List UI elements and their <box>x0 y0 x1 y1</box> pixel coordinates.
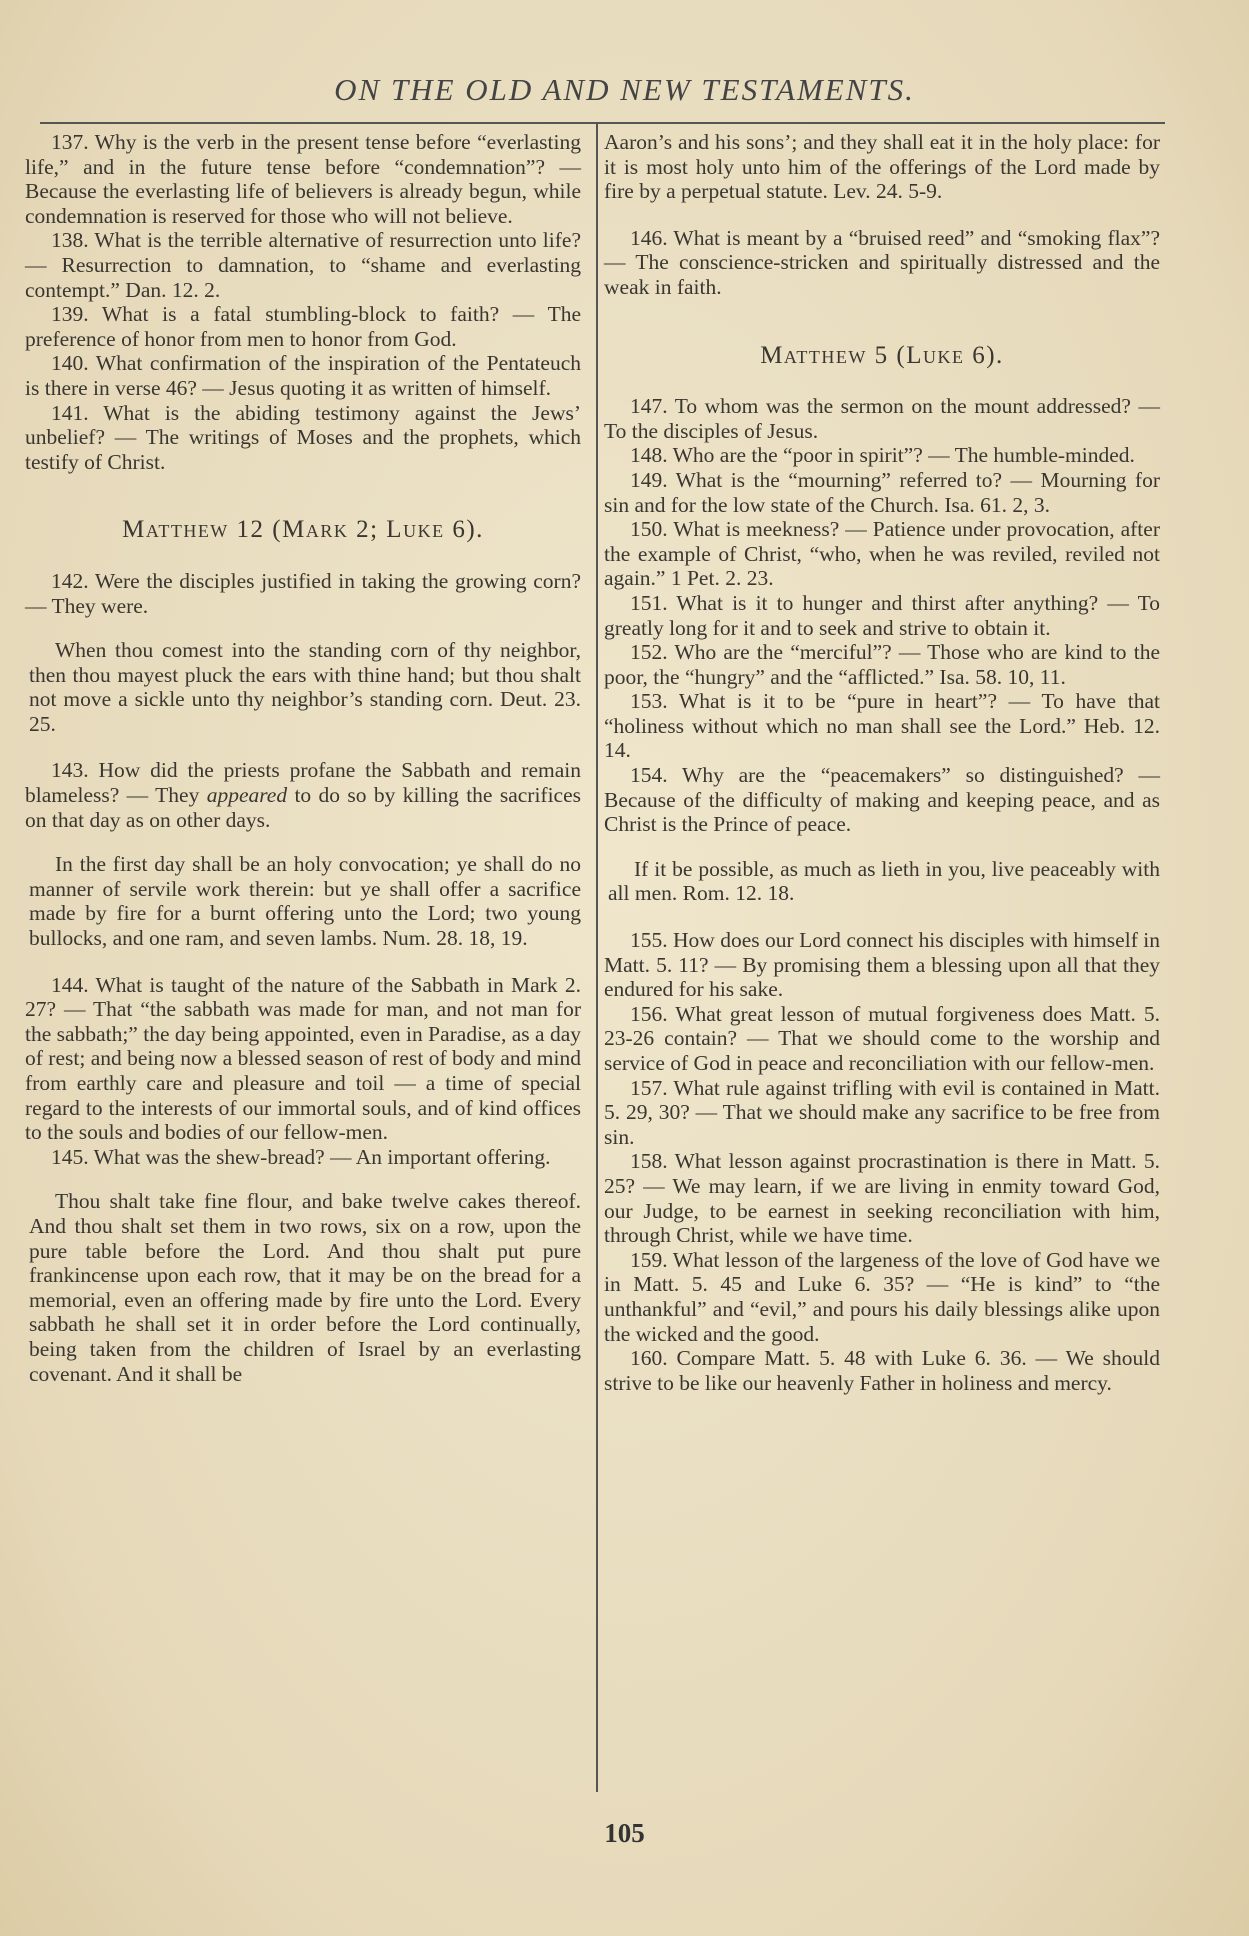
question-answer: 157. What rule against trifling with evil is contained in Matt. 5. 29, 30? — That we should make any sacrifice to be free from sin. <box>604 1075 1160 1149</box>
question-answer: 137. Why is the verb in the present tense before “everlasting life,” and in the future tense before “condemnation”? — Because the everlasting life of believers is already begun, while condemnation is reserved for those who will not believe. <box>25 130 581 228</box>
text-segment: 143. How did the priests profane the Sabbath and remain blameless? — They <box>25 758 581 808</box>
left-column <box>25 130 581 1408</box>
scripture-quote: Thou shalt take fine flour, and bake twelve cakes thereof. And thou shalt set them in two rows, six on a row, upon the pure table before the Lord. And thou shalt put pure frankincense upon each row, that it may be on the bread for a memorial, even an offering made by fire unto the Lord. Every sabbath he shall set it in order before the Lord continually, being taken from the children of Israel by an everlasting covenant. And it shall be <box>29 1189 581 1386</box>
page-number: 105 <box>604 1818 645 1848</box>
italic-emphasis: appeared <box>206 783 288 808</box>
scripture-quote: If it be possible, as much as lieth in you, live peaceably with all men. Rom. 12. 18. <box>608 856 1160 906</box>
question-answer: 150. What is meekness? — Patience under provocation, after the example of Christ, “who, when he was reviled, reviled not again.” 1 Pet. 2. 23. <box>604 517 1160 591</box>
question-answer: 158. What lesson against procrastination is there in Matt. 5. 25? — We may learn, if we are living in enmity toward God, our Judge, to be earnest in seeking reconciliation with him, through Christ, while we have time. <box>604 1149 1160 1248</box>
question-answer: 147. To whom was the sermon on the mount addressed? — To the disciples of Jesus. <box>604 394 1160 443</box>
section-heading: Matthew 5 (Luke 6). <box>760 341 1004 369</box>
question-answer: 153. What is it to be “pure in heart”? — To have that “holiness without which no man shall see the Lord.” Heb. 12. 14. <box>604 689 1160 763</box>
question-answer: 156. What great lesson of mutual forgiveness does Matt. 5. 23-26 contain? — That we should come to the worship and service of God in peace and reconciliation with our fellow-men. <box>604 1001 1160 1075</box>
header-rule <box>40 122 1165 124</box>
text-segment: to do so by killing the sacrifices on that day as on other days. <box>25 783 581 832</box>
spacer <box>604 204 1160 226</box>
question-answer: 140. What confirmation of the inspiration of the Pentateuch is there in verse 46? — Jesus quoting it as written of himself. <box>25 351 581 400</box>
question-answer: 138. What is the terrible alternative of resurrection unto life? — Resurrection to damnation, to “shame and everlasting contempt.” Dan. 12. 2. <box>25 228 581 302</box>
question-answer: 159. What lesson of the largeness of the love of God have we in Matt. 5. 45 and Luke 6. 35? — “He is kind” to “the unthankful” and “evil,” and pours his daily blessings alike upon the wicked and the good. <box>604 1247 1160 1346</box>
question-answer <box>25 758 581 832</box>
question-answer: 154. Why are the “peacemakers” so distinguished? — Because of the difficulty of making and keeping peace, and as Christ is the Prince of peace. <box>604 763 1160 837</box>
question-answer: 139. What is a fatal stumbling-block to faith? — The preference of honor from men to honor from God. <box>25 302 581 351</box>
question-answer: 144. What is taught of the nature of the Sabbath in Mark 2. 27? — That “the sabbath was made for man, and not man for the sabbath;” the day being appointed, even in Paradise, as a day of rest; and being now a blessed season of rest of body and mind from earthly care and pleasure and toil — a time of special regard to the interests of our immortal souls, and of kind offices to the souls and bodies of our fellow-men. <box>25 972 581 1145</box>
scripture-quote: In the first day shall be an holy convocation; ye shall do no manner of servile work therein: but ye shall offer a sacrifice made by fire for a burnt offering unto the Lord; two young bullocks, and one ram, and seven lambs. Num. 28. 18, 19. <box>29 852 581 951</box>
question-answer: 160. Compare Matt. 5. 48 with Luke 6. 36. — We should strive to be like our heavenly Father in holiness and mercy. <box>604 1346 1160 1395</box>
question-answer: 146. What is meant by a “bruised reed” and “smoking flax”? — The conscience-stricken and spiritually distressed and the weak in faith. <box>604 225 1160 299</box>
question-answer: 145. What was the shew-bread? — An important offering. <box>51 1144 551 1169</box>
section-heading: Matthew 12 (Mark 2; Luke 6). <box>122 516 484 544</box>
question-answer: 141. What is the abiding testimony against the Jews’ unbelief? — The writings of Moses and the prophets, which testify of Christ. <box>25 400 581 474</box>
question-answer: 148. Who are the “poor in spirit”? — The humble-minded. <box>630 443 1135 468</box>
question-answer: 149. What is the “mourning” referred to? — Mourning for sin and for the low state of the Church. Isa. 61. 2, 3. <box>604 467 1160 517</box>
right-column <box>604 130 1160 1395</box>
question-answer: 152. Who are the “merciful”? — Those who are kind to the poor, the “hungry” and the “afflicted.” Isa. 58. 10, 11. <box>604 640 1160 689</box>
column-divider <box>596 124 598 1792</box>
scripture-quote: When thou comest into the standing corn of thy neighbor, then thou mayest pluck the ears with thine hand; but thou shalt not move a sickle unto thy neighbor’s standing corn. Deut. 23. 25. <box>29 638 581 736</box>
question-answer: 142. Were the disciples justified in taking the growing corn? — They were. <box>25 568 581 618</box>
question-answer: 155. How does our Lord connect his disciples with himself in Matt. 5. 11? — By promising them a blessing upon all that they endured for his sake. <box>604 928 1160 1002</box>
question-answer: 151. What is it to hunger and thirst after anything? — To greatly long for it and to seek and strive to obtain it. <box>604 590 1160 640</box>
running-header: ON THE OLD AND NEW TESTAMENTS. <box>334 72 915 107</box>
scripture-quote-continued: Aaron’s and his sons’; and they shall eat it in the holy place: for it is most holy unto him of the offerings of the Lord made by fire by a perpetual statute. Lev. 24. 5-9. <box>604 130 1160 204</box>
